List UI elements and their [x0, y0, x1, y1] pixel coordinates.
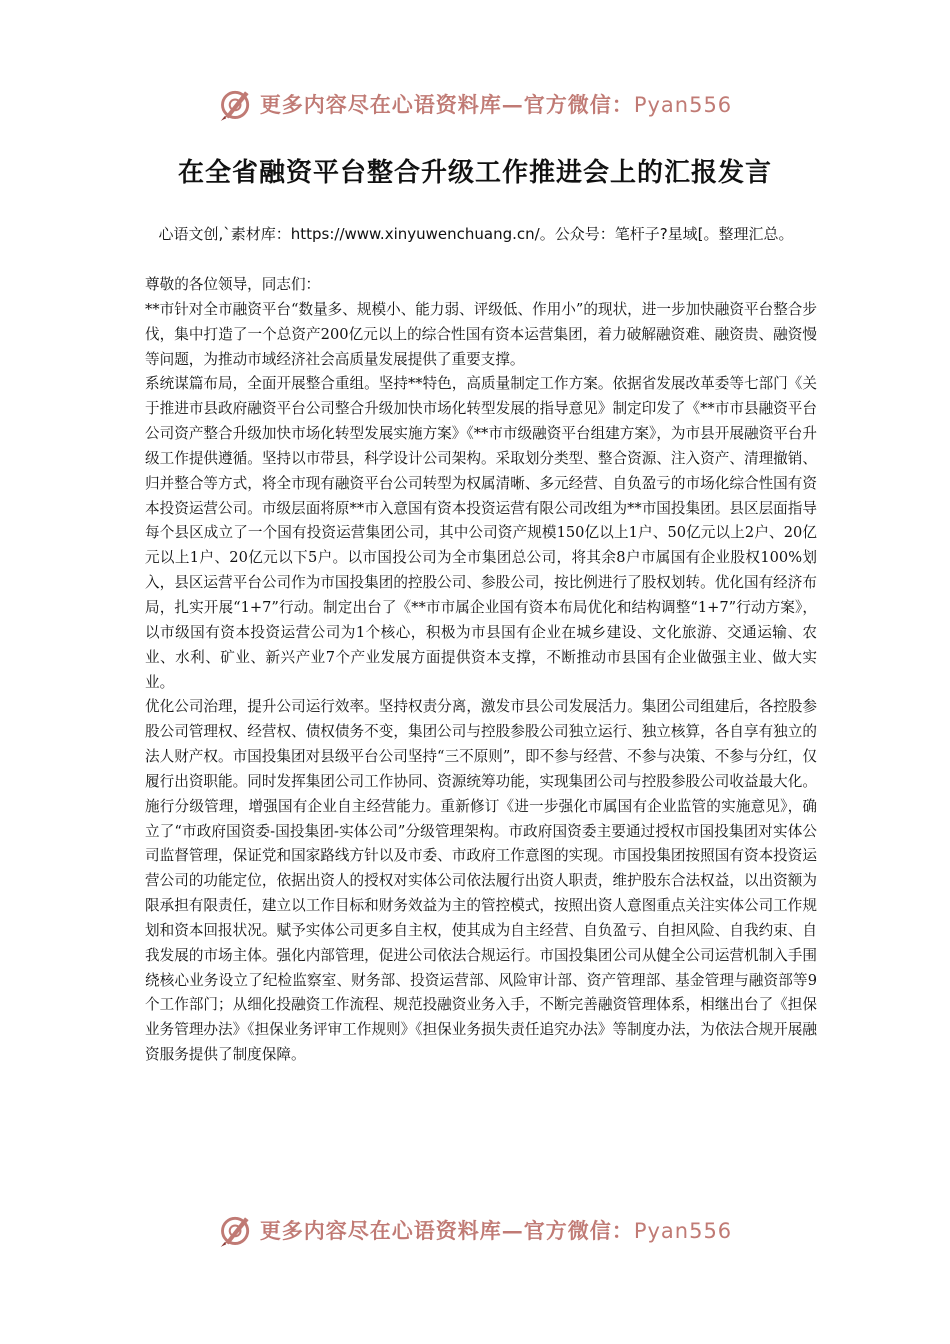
greeting: 尊敬的各位领导，同志们： — [145, 276, 321, 293]
banner-text: 更多内容尽在心语资料库—官方微信：Pyan556 — [259, 1218, 733, 1243]
banner-text: 更多内容尽在心语资料库—官方微信：Pyan556 — [259, 92, 733, 117]
source-line: 心语文创,`素材库：https://www.xinyuwenchuang.cn/。公众号：笔杆子?星域[。整理汇总。 — [158, 225, 794, 243]
wechat-handle: Pyan556 — [633, 1219, 733, 1243]
paragraph-restructuring: 系统谋篇布局，全面开展整合重组。坚持**特色，高质量制定工作方案。依据省发展改革委等七部门《关于推进市县政府融资平台公司整合升级加快市场化转型发展的指导意见》制定印发了《**市市县融资平台公司资产整合升级加快市场化转型发展实施方案》《**市市级融资平台组建方案》，为市县开展融资平台升级工作提供遵循。坚持以市带县，科学设计公司架构。采取划分类型、整合资源、注入资产、清理撤销、归并整合等方式，将全市现有融资平台公司转型为权属清晰、多元经营、自负盈亏的市场化综合性国有资本投资运营公司。市级层面将原**市入意国有资本投资运营有限公司改组为**市国投集团。县区层面指导每个县区成立了一个国有投资运营集团公司，其中公司资产规模150亿以上1户、50亿元以上2户、20亿元以上1户、20亿元以下5户。以市国投公司为全市集团总公司，将其余8户市属国有企业股权100%划入，县区运营平台公司作为市国投集团的控股公司、参股公司，按比例进行了股权划转。优化国有经济布局，扎实开展“1+7”行动。制定出台了《**市市属企业国有资本布局优化和结构调整“1+7”行动方案》，以市级国有资本投资运营公司为1个核心，积极为市县国有企业在城乡建设、文化旅游、交通运输、农业、水利、矿业、新兴产业7个产业发展方面提供资本支撑，不断推动市县国有企业做强主业、做大实业。 — [145, 375, 817, 691]
wechat-handle: Pyan556 — [633, 93, 733, 117]
paragraph-governance: 优化公司治理，提升公司运行效率。坚持权责分离，激发市县公司发展活力。集团公司组建后，各控股参股公司管理权、经营权、债权债务不变，集团公司与控股参股公司独立运行、独立核算，各自享有独立的法人财产权。市国投集团对县级平台公司坚持“三不原则”，即不参与经营、不参与决策、不参与分红，仅履行出资职能。同时发挥集团公司工作协同、资源统筹功能，实现集团公司与控股参股公司收益最大化。施行分级管理，增强国有企业自主经营能力。重新修订《进一步强化市属国有企业监管的实施意见》，确立了“市政府国资委-国投集团-实体公司”分级管理架构。市政府国资委主要通过授权市国投集团对实体公司监督管理，保证党和国家路线方针以及市委、市政府工作意图的实现。市国投集团按照国有资本投资运营公司的功能定位，依据出资人的授权对实体公司依法履行出资人职责，维护股东合法权益，以出资额为限承担有限责任，建立以工作目标和财务效益为主的管控模式，按照出资人意图重点关注实体公司工作规划和资本回报状况。赋予实体公司更多自主权，使其成为自主经营、自负盈亏、自担风险、自我约束、自我发展的市场主体。强化内部管理，促进公司依法合规运行。市国投集团公司从健全公司运营机制入手围绕核心业务设立了纪检监察室、财务部、投资运营部、风险审计部、资产管理部、基金管理与融资部等9个工作部门；从细化投融资工作流程、规范投融资业务入手，不断完善融资管理体系，相继出台了《担保业务管理办法》《担保业务评审工作规则》《担保业务损失责任追究办法》等制度办法，为依法合规开展融资服务提供了制度保障。 — [145, 698, 817, 1064]
brush-logo-icon — [218, 1212, 254, 1248]
header-watermark-banner — [0, 84, 950, 124]
footer-watermark-banner — [0, 1210, 950, 1250]
paragraph-intro: **市针对全市融资平台“数量多、规模小、能力弱、评级低、作用小”的现状，进一步加快融资平台整合步伐，集中打造了一个总资产200亿元以上的综合性国有资本运营集团，着力破解融资难、融资贵、融资慢等问题，为推动市域经济社会高质量发展提供了重要支撑。 — [145, 300, 817, 368]
brush-logo-icon — [218, 86, 254, 122]
document-body — [145, 273, 817, 1068]
document-title: 在全省融资平台整合升级工作推进会上的汇报发言 — [177, 158, 772, 188]
